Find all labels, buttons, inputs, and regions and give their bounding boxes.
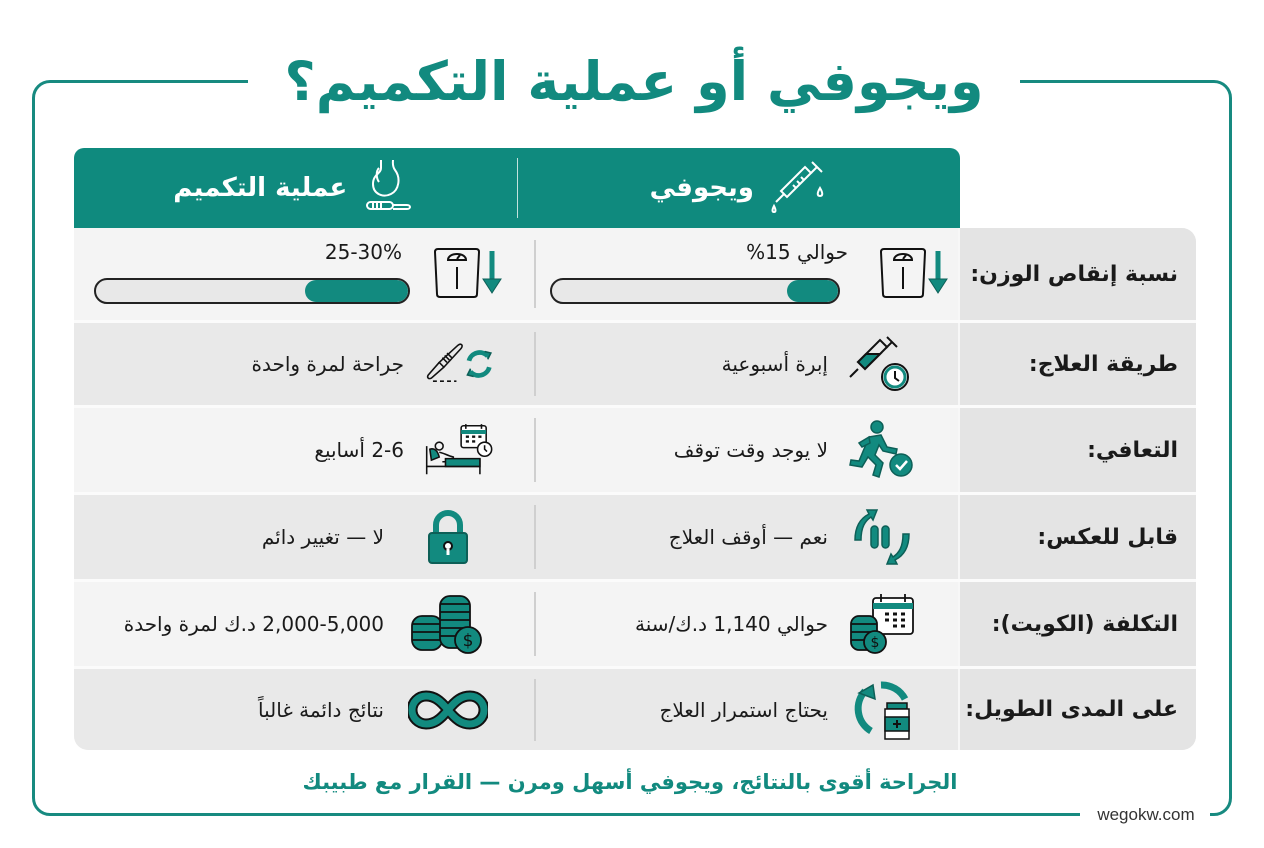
svg-text:$: $	[462, 631, 474, 651]
wegovy-recovery-cell	[534, 408, 958, 492]
wegovy-weight-loss-value: حوالي 15%	[746, 240, 848, 264]
medicine-cycle-icon	[846, 680, 918, 740]
surgery-cost-value: 2,000-5,000 د.ك لمرة واحدة	[123, 612, 384, 636]
surgery-weight-loss-bar-fill	[305, 280, 408, 302]
wegovy-recovery-value: لا يوجد وقت توقف	[673, 438, 828, 462]
padlock-icon	[402, 507, 494, 567]
column-divider	[534, 592, 536, 656]
svg-text:$: $	[870, 635, 880, 651]
wegovy-reversible-cell	[534, 495, 958, 579]
table-row-reversible	[74, 495, 1196, 579]
hospital-bed-calendar-icon	[422, 420, 494, 480]
surgery-weight-loss-value: 25-30%	[324, 240, 402, 264]
footer-site-link[interactable]: wegokw.com	[1097, 805, 1195, 824]
surgery-weight-loss-bar	[94, 278, 410, 304]
coins-dollar-icon	[402, 594, 494, 654]
wegovy-weight-loss-bar-fill	[787, 280, 838, 302]
wegovy-long-term-value: يحتاج استمرار العلاج	[659, 697, 828, 722]
header-surgery-label: عملية التكميم	[173, 173, 348, 203]
row-divider	[74, 405, 1196, 408]
syringe-icon	[768, 156, 828, 220]
wegovy-reversible-value: نعم — أوقف العلاج	[668, 525, 828, 549]
wegovy-long-term-cell	[534, 669, 958, 750]
table-row-method	[74, 323, 1196, 405]
row-divider	[74, 492, 1196, 495]
surgery-method-cell	[74, 323, 534, 405]
tagline: الجراحة أقوى بالنتائج، ويجوفي أسهل ومرن — القرار مع طبيبك	[302, 770, 958, 794]
row-label-long-term: على المدى الطويل:	[958, 669, 1196, 750]
comparison-header	[74, 148, 960, 228]
row-label-weight-loss: نسبة إنقاص الوزن:	[958, 228, 1196, 320]
row-label-recovery: التعافي:	[958, 408, 1196, 492]
scalpel-refresh-icon	[422, 334, 494, 394]
wegovy-weight-loss-cell	[534, 228, 958, 320]
surgery-method-value: جراحة لمرة واحدة	[251, 352, 404, 376]
header-wegovy-label: ويجوفي	[649, 173, 754, 203]
column-divider	[534, 418, 536, 482]
table-row-weight-loss	[74, 228, 1196, 320]
header-surgery	[74, 148, 517, 228]
table-row-long-term	[74, 669, 1196, 750]
surgery-long-term-cell	[74, 669, 534, 750]
row-divider	[74, 320, 1196, 323]
stomach-scalpel-icon	[361, 156, 417, 220]
row-divider	[74, 666, 1196, 669]
surgery-reversible-cell	[74, 495, 534, 579]
scale-down-icon	[878, 242, 950, 302]
surgery-weight-loss-cell	[74, 228, 534, 320]
row-label-cost: التكلفة (الكويت):	[958, 582, 1196, 666]
wegovy-method-value: إبرة أسبوعية	[721, 352, 828, 376]
table-row-recovery	[74, 408, 1196, 492]
table-row-cost	[74, 582, 1196, 666]
scale-down-icon	[432, 242, 504, 302]
column-divider	[534, 505, 536, 569]
comparison-table	[74, 228, 1196, 750]
surgery-long-term-value: نتائج دائمة غالباً	[258, 697, 384, 722]
row-label-method: طريقة العلاج:	[958, 323, 1196, 405]
coins-calendar-icon	[846, 594, 918, 654]
pause-reverse-icon	[846, 507, 918, 567]
column-divider	[534, 679, 536, 741]
header-wegovy	[518, 148, 961, 228]
surgery-recovery-cell	[74, 408, 534, 492]
page-title: ويجوفي أو عملية التكميم؟	[284, 50, 984, 113]
column-divider	[534, 332, 536, 396]
wegovy-method-cell	[534, 323, 958, 405]
surgery-cost-cell	[74, 582, 534, 666]
column-divider	[534, 240, 536, 308]
surgery-recovery-value: 2-6 أسابيع	[314, 438, 404, 462]
wegovy-cost-cell	[534, 582, 958, 666]
row-divider	[74, 579, 1196, 582]
wegovy-weight-loss-bar	[550, 278, 840, 304]
syringe-clock-icon	[846, 334, 918, 394]
runner-check-icon	[846, 420, 918, 480]
surgery-reversible-value: لا — تغيير دائم	[261, 525, 384, 549]
infinity-icon	[402, 680, 494, 740]
wegovy-cost-value: حوالي 1,140 د.ك/سنة	[635, 612, 828, 636]
row-label-reversible: قابل للعكس:	[958, 495, 1196, 579]
